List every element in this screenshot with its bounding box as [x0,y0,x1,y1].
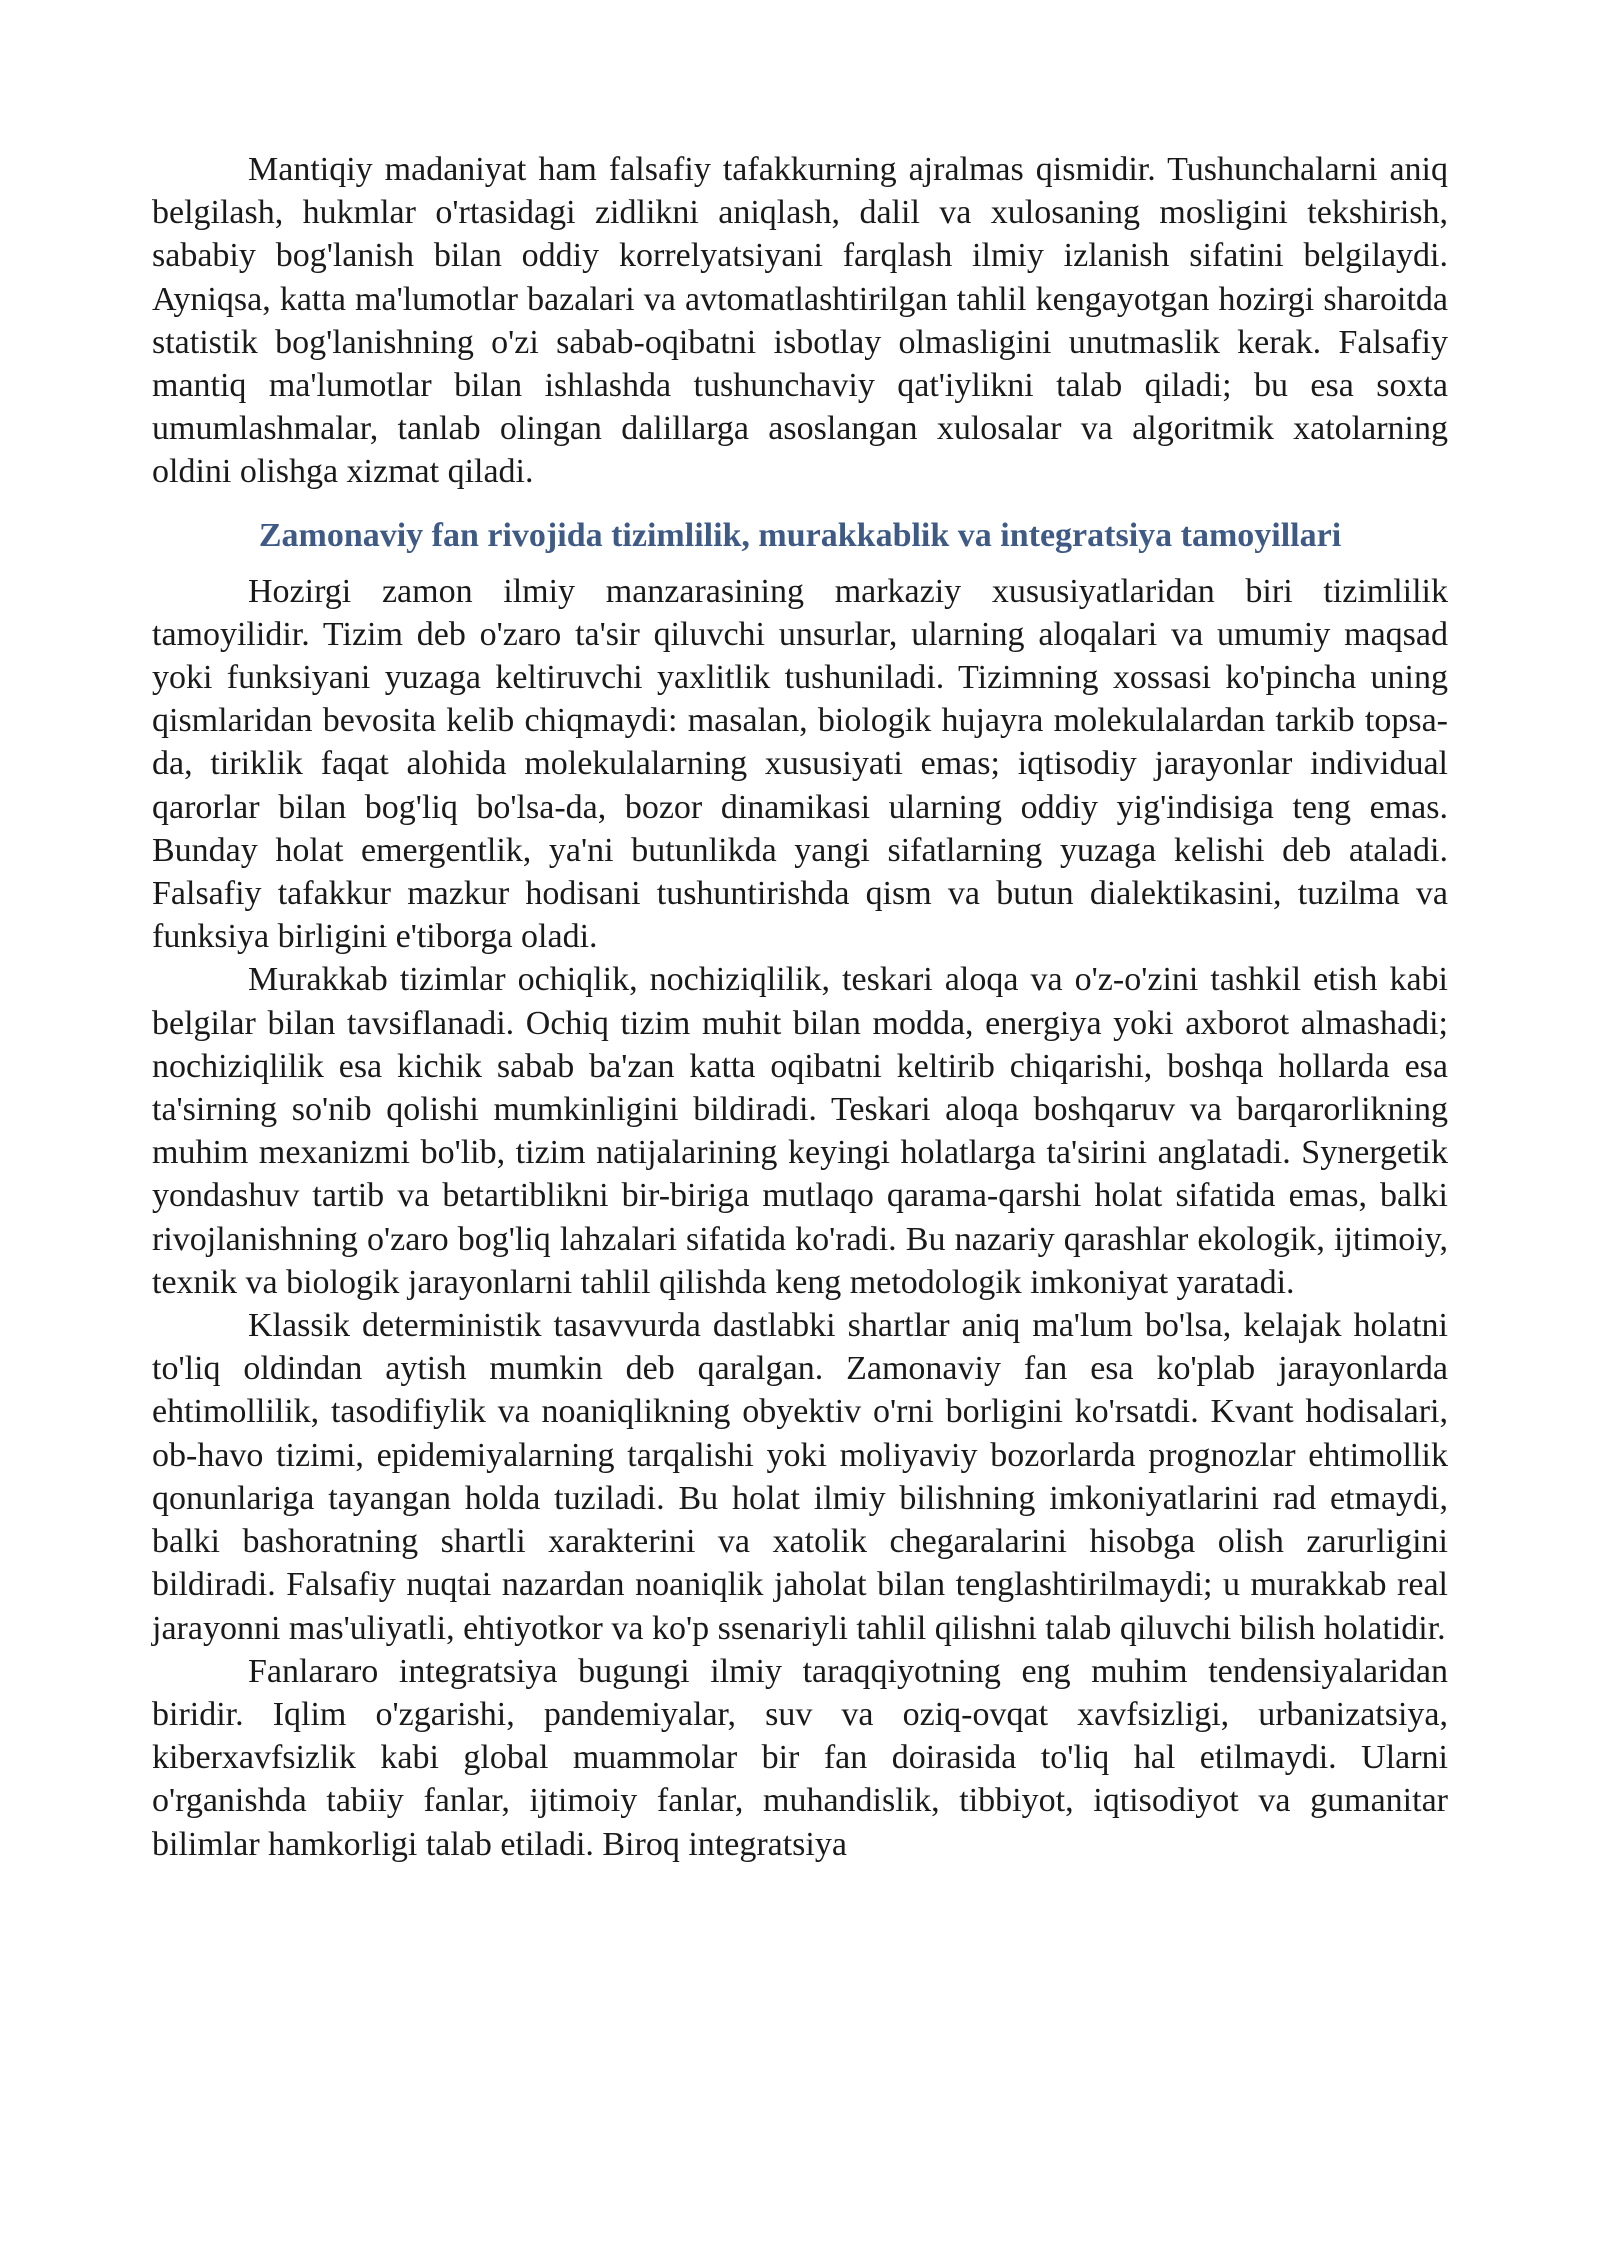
section-heading: Zamonaviy fan rivojida tizimlilik, murakkablik va integratsiya tamoyillari [258,516,1342,554]
paragraph-complex-systems: Murakkab tizimlar ochiqlik, nochiziqlilik, teskari aloqa va o'z-o'zini tashkil etish kabi belgilar bilan tavsiflanadi. Ochiq tizim muhit bilan modda, energiya yoki axborot almashadi; nochiziqlilik esa kichik sabab ba'zan katta oqibatni keltirib chiqarishi, boshqa hollarda esa ta'sirning so'nib qolishi mumkinligini bildiradi. Teskari aloqa boshqaruv va barqarorlikning muhim mexanizmi bo'lib, tizim natijalarining keyingi holatlarga ta'sirini anglatadi. Synergetik yondashuv tartib va betartiblikni bir-biriga mutlaqo qarama-qarshi holat sifatida emas, balki rivojlanishning o'zaro bog'liq lahzalari sifatida ko'radi. Bu nazariy qarashlar ekologik, ijtimoiy, texnik va biologik jarayonlarni tahlil qilishda keng metodologik imkoniyat yaratadi. [152,961,1448,1301]
paragraph-systemic-principle: Hozirgi zamon ilmiy manzarasining markaziy xususiyatlaridan biri tizimlilik tamoyilidir. Tizim deb o'zaro ta'sir qiluvchi unsurlar, ularning aloqalari va umumiy maqsad yoki funksiyani yuzaga keltiruvchi yaxlitlik tushuniladi. Tizimning xossasi ko'pincha uning qismlaridan bevosita kelib chiqmaydi: masalan, biologik hujayra molekulalardan tarkib topsa-da, tiriklik faqat alohida molekulalarning xususiyati emas; iqtisodiy jarayonlar individual qarorlar bilan bog'liq bo'lsa-da, bozor dinamikasi ularning oddiy yig'indisiga teng emas. Bunday holat emergentlik, ya'ni butunlikda yangi sifatlarning yuzaga kelishi deb ataladi. Falsafiy tafakkur mazkur hodisani tushuntirishda qism va butun dialektikasini, tuzilma va funksiya birligini e'tiborga oladi. [152,572,1448,956]
document-page [152,148,1448,1866]
paragraph-determinism: Klassik deterministik tasavvurda dastlabki shartlar aniq ma'lum bo'lsa, kelajak holatni to'liq oldindan aytish mumkin deb qaralgan. Zamonaviy fan esa ko'plab jarayonlarda ehtimollilik, tasodifiylik va noaniqlikning obyektiv o'rni borligini ko'rsatdi. Kvant hodisalari, ob-havo tizimi, epidemiyalarning tarqalishi yoki moliyaviy bozorlarda prognozlar ehtimollik qonunlariga tayangan holda tuziladi. Bu holat ilmiy bilishning imkoniyatlarini rad etmaydi, balki bashoratning shartli xarakterini va xatolik chegaralarini hisobga olish zarurligini bildiradi. Falsafiy nuqtai nazardan noaniqlik jaholat bilan tenglashtirilmaydi; u murakkab real jarayonni mas'uliyatli, ehtiyotkor va ko'p ssenariyli tahlil qilishni talab qiluvchi bilish holatidir. [152,1307,1448,1647]
paragraph-integration: Fanlararo integratsiya bugungi ilmiy taraqqiyotning eng muhim tendensiyalaridan biridir. Iqlim o'zgarishi, pandemiyalar, suv va oziq-ovqat xavfsizligi, urbanizatsiya, kiberxavfsizlik kabi global muammolar bir fan doirasida to'liq hal etilmaydi. Ularni o'rganishda tabiiy fanlar, ijtimoiy fanlar, muhandislik, tibbiyot, iqtisodiyot va gumanitar bilimlar hamkorligi talab etiladi. Biroq integratsiya [152,1652,1448,1863]
paragraph-logical-culture: Mantiqiy madaniyat ham falsafiy tafakkurning ajralmas qismidir. Tushunchalarni aniq belgilash, hukmlar o'rtasidagi zidlikni aniqlash, dalil va xulosaning mosligini tekshirish, sababiy bog'lanish bilan oddiy korrelyatsiyani farqlash ilmiy izlanish sifatini belgilaydi. Ayniqsa, katta ma'lumotlar bazalari va avtomatlashtirilgan tahlil kengayotgan hozirgi sharoitda statistik bog'lanishning o'zi sabab-oqibatni isbotlay olmasligini unutmaslik kerak. Falsafiy mantiq ma'lumotlar bilan ishlashda tushunchaviy qat'iylikni talab qiladi; bu esa soxta umumlashmalar, tanlab olingan dalillarga asoslangan xulosalar va algoritmik xatolarning oldini olishga xizmat qiladi. [152,151,1448,491]
